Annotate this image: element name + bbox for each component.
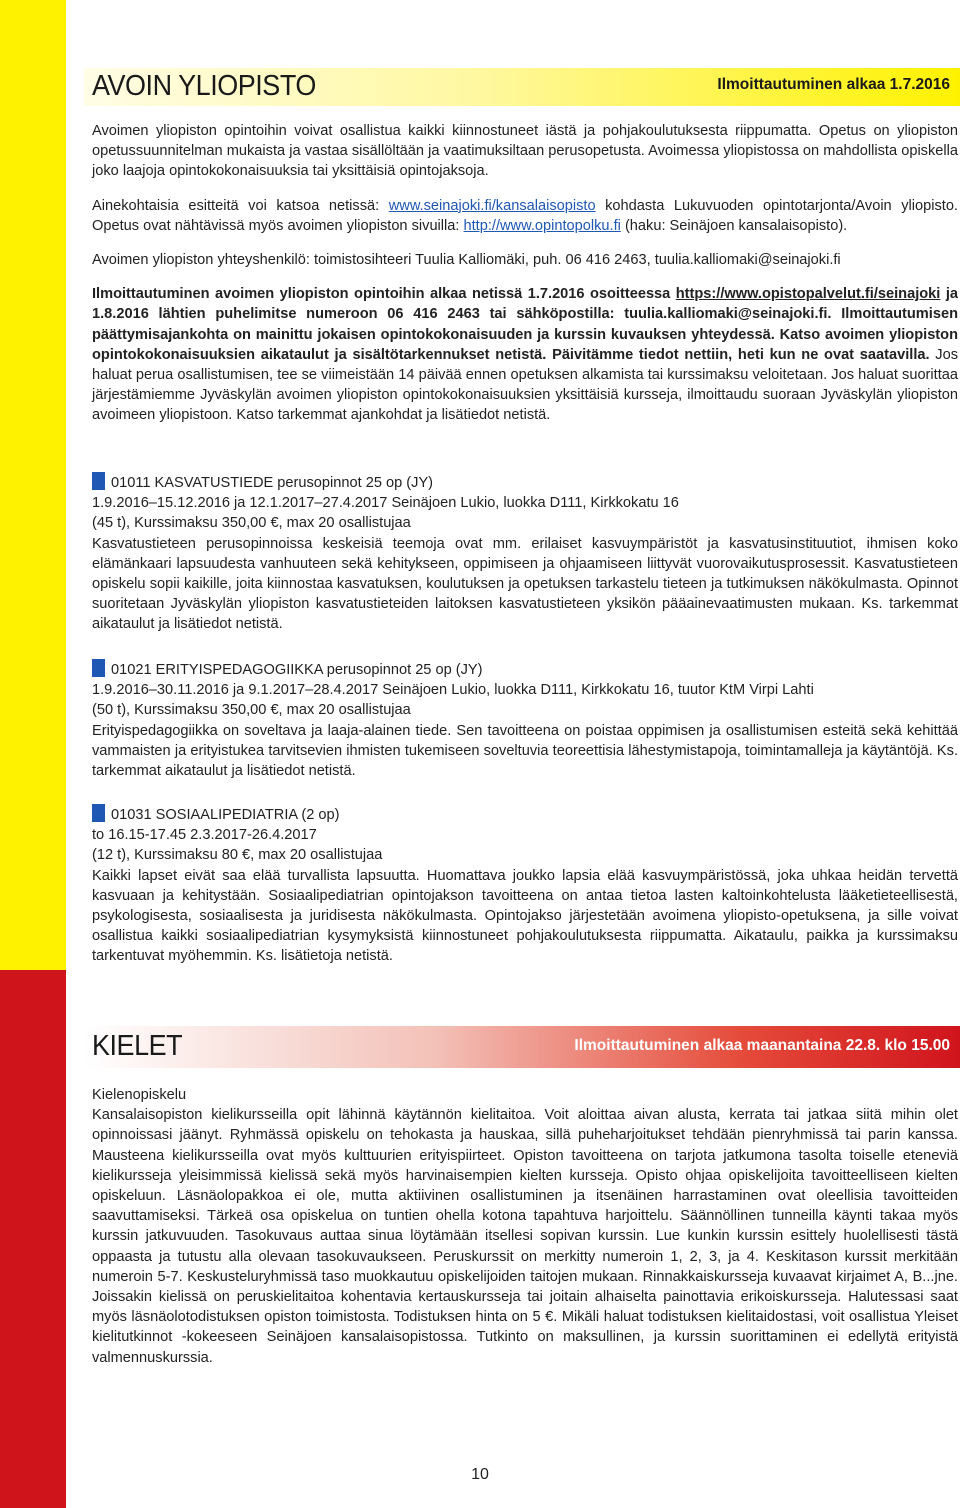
course-description: Kasvatustieteen perusopinnoissa keskeisiä teemoja ovat mm. erilaiset kasvuympäristöt ja kasvatusinstituutiot, ihmisen koko elämänkaari lapsuudesta vanhuuteen sekä kehitykseen, oppimiseen ja ohjaamiseen liittyvät vuorovaikutusprosessit. Kasvatustieteen opiskelu sopii kaikille, joita kiinnostaa kasvatuksen, koulutuksen ja opetuksen tarkastelu tieteen ja tutkimuksen näkökulmasta. Opinnot suoritetaan Jyväskylän yliopiston kasvatustieteiden laitoksen kasvatustieteen yksikön pääainevaatimusten mukaan. Ks. tarkemmat aikataulut ja lisätiedot netistä. xyxy=(92,535,958,633)
registration-date-kielet: Ilmoittautuminen alkaa maanantaina 22.8. klo 15.00 xyxy=(574,1037,950,1054)
course-title: 01011 KASVATUSTIEDE perusopinnot 25 op (JY) xyxy=(92,472,958,493)
course-fee: (12 t), Kurssimaksu 80 €, max 20 osallistujaa xyxy=(92,847,383,864)
intro-section xyxy=(92,121,958,426)
registration-paragraph: Ilmoittautuminen avoimen yliopiston opintoihin alkaa netissä 1.7.2016 osoitteessa https://www.opistopalvelut.fi/seinajoki ja 1.8.2016 lähtien puhelimitse numeroon 06 416 2463 tai sähköpostilla: tuulia.kalliomaki@seinajoki.fi. Ilmoittautumisen päättymisajankohta on mainittu jokaisen opintokokonaisuuden ja kurssin kuvauksen yhteydessä. Katso avoimen yliopiston opintokokonaisuuksien aikataulut ja sisältötarkennukset netistä. Päivitämme tiedot nettiin, heti kun ne ovat saatavilla. Jos haluat perua osallistumisen, tee se viimeistään 14 päivää ennen opetuksen alkamista tai kurssimaksu veloitetaan. Jos haluat suorittaa järjestämiemme Jyväskylän avoimen yliopiston opintokokonaisuuksien yksittäisiä kursseja, ilmoittaudu suoraan Jyväskylän yliopiston avoimeen yliopistoon. Katso tarkemmat ajankohdat ja lisätiedot netistä. xyxy=(92,286,959,424)
kielet-subtitle: Kielenopiskelu xyxy=(92,1087,187,1103)
kansalaisopisto-link[interactable]: www.seinajoki.fi/kansalaisopisto xyxy=(388,197,596,214)
course-01021 xyxy=(92,659,958,781)
opintopolku-link[interactable]: http://www.opintopolku.fi xyxy=(463,217,621,234)
course-dates: 1.9.2016–15.12.2016 ja 12.1.2017–27.4.2017 Seinäjoen Lukio, luokka D111, Kirkkokatu 16 xyxy=(92,495,679,512)
course-description: Kaikki lapset eivät saa elää turvallista lapsuutta. Huomattava joukko lapsia elää kasvuympäristössä, joka uhkaa heidän tervettä kasvuaan ja kehitystään. Sosiaalipediatrian opintojakson tavoitteena on antaa tietoa lasten kaltoinkohtelusta lääketieteellisestä, psykologisesta, sosiaalisesta ja juridisesta näkökulmasta. Opintojakso järjestetään avoimena yliopisto-opetuksena, ja sille voivat osallistua kaikki sosiaalipediatrian kysymyksistä kiinnostuneet pohjakoulutuksesta riippumatta. Aikataulu, paikka ja kurssimaksu tarkentuvat myöhemmin. Ks. lisätietoja netistä. xyxy=(92,867,958,965)
opistopalvelut-link[interactable]: https://www.opistopalvelut.fi/seinajoki xyxy=(675,286,941,303)
blue-square-icon xyxy=(92,472,105,490)
registration-date-avoin: Ilmoittautuminen alkaa 1.7.2016 xyxy=(717,76,950,93)
intro-paragraph: Avoimen yliopiston opintoihin voivat osallistua kaikki kiinnostuneet iästä ja pohjakoulutuksesta riippumatta. Opetus on yliopiston opetussuunnitelman mukaista ja vastaa sisällöltään ja vaatimuksiltaan perusopetusta. Avoimessa yliopistossa on mahdollista opiskella joko laajoja opintokokonaisuuksia tai yksittäisiä opintojaksoja. xyxy=(92,123,958,180)
course-fee: (50 t), Kurssimaksu 350,00 €, max 20 osallistujaa xyxy=(92,702,411,719)
page-number: 10 xyxy=(471,1466,489,1483)
blue-square-icon xyxy=(92,659,105,677)
course-title: 01021 ERITYISPEDAGOGIIKKA perusopinnot 25 op (JY) xyxy=(92,659,958,680)
kielet-body: Kansalaisopiston kielikursseilla opit lähinnä käytännön kielitaitoa. Voit aloittaa aivan alusta, kerrata tai jatkaa siitä mihin olet opinnoissasi jäänyt. Ryhmässä opiskelu on tehokasta ja hauskaa, sillä puheharjoitukset tehdään pienryhmissä tai parin kanssa. Mausteena kielikursseilla ovat myös kulttuurien erityispiirteet. Opiston tavoitteena on tarjota jatkumona tasolta toiselle eteneviä kielikursseja yleisimmissä kielissä sekä myös harvinaisempien kielten kursseja. Opisto ohjaa opiskelijoita tavoitteelliseen kielten opiskeluun. Läsnäolopakkoa ei ole, mutta aktiivinen osallistuminen ja itsenäinen harrastaminen ovat oleellisia tavoitteiden saavuttamiseksi. Tärkeä osa opiskelua on tuntien ohella kotona tapahtuva harjoittelu. Säännöllinen tunneilla käynti takaa myös kurssin jatkuvuuden. Tasokuvaus auttaa sinua löytämään itsellesi sopivan kurssin. Lue kunkin kurssin esittely huolellisesti tästä oppaasta ja tutustu alla olevaan tasokuvaukseen. Peruskurssit on merkitty numeroin 1, 2, 3, ja 4. Keskitason kurssit merkitään numeroin 5-7. Keskusteluryhmissä taso muokkautuu opiskelijoiden taitojen mukaan. Rinnakkaiskursseja kuvaavat kirjaimet A, B...jne. Joissakin kielissä on peruskielitaitoa kohentavia kertauskursseja tai joitain alhaiselta painottavia erikoiskursseja. Halutessasi saat myös läsnäolotodistuksen opiston toimistosta. Todistuksen hinta on 5 €. Mikäli haluat todistuksen kielitaidostasi, voit osallistua Yleiset kielitutkinnot -kokeeseen Seinäjoen kansalaisopistossa. Tutkinto on maksullinen, ja kurssin suorittaminen ei edellytä erityistä valmennuskurssia. xyxy=(92,1107,958,1366)
kielet-section xyxy=(92,1085,958,1368)
blue-square-icon xyxy=(92,804,105,822)
course-fee: (45 t), Kurssimaksu 350,00 €, max 20 osallistujaa xyxy=(92,515,411,532)
links-paragraph: Ainekohtaisia esitteitä voi katsoa netissä: www.seinajoki.fi/kansalaisopisto kohdasta Lukuvuoden opintotarjonta/Avoin yliopisto. Opetus ovat nähtävissä myös avoimen yliopiston sivuilla: http://www.opintopolku.fi (haku: Seinäjoen kansalaisopisto). xyxy=(92,197,958,234)
course-dates: 1.9.2016–30.11.2016 ja 9.1.2017–28.4.2017 Seinäjoen Lukio, luokka D111, Kirkkokatu 16, tuutor KtM Virpi Lahti xyxy=(92,682,814,699)
course-01011 xyxy=(92,472,958,635)
course-dates: to 16.15-17.45 2.3.2017-26.4.2017 xyxy=(92,827,317,844)
course-title: 01031 SOSIAALIPEDIATRIA (2 op) xyxy=(92,804,958,825)
left-red-bar xyxy=(0,970,66,1508)
course-description: Erityispedagogiikka on soveltava ja laaja-alainen tiede. Sen tavoitteena on poistaa oppimisen ja osallistumisen esteitä sekä kehittää vammaisten ja erityistukea tarvitsevien ihmisten tukemiseen soveltuvia teoreettisia lähestymistapoja, toimintamalleja ja käytäntöjä. Ks. tarkemmat aikataulut ja lisätiedot netistä. xyxy=(92,722,958,780)
left-yellow-bar xyxy=(0,0,66,970)
section-title-avoin-yliopisto: AVOIN YLIOPISTO xyxy=(92,70,316,102)
course-01031 xyxy=(92,804,958,967)
contact-paragraph: Avoimen yliopiston yhteyshenkilö: toimistosihteeri Tuulia Kalliomäki, puh. 06 416 2463, tuulia.kalliomaki@seinajoki.fi xyxy=(92,252,841,269)
section-title-kielet: KIELET xyxy=(92,1030,183,1062)
